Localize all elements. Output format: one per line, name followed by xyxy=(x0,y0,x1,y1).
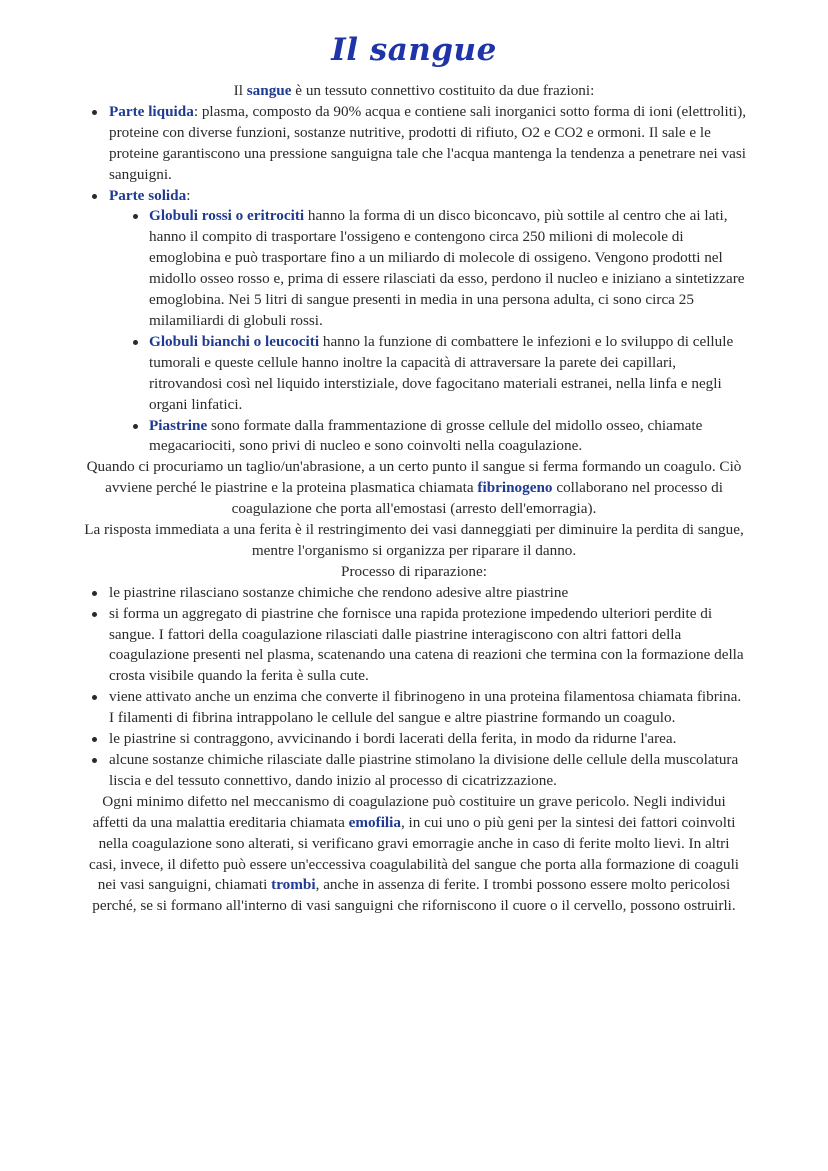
closing-paragraph xyxy=(0,792,828,917)
intro-text-end: è un tessuto connettivo costituito da due frazioni: xyxy=(291,82,595,99)
fractions-list xyxy=(0,102,828,207)
list-item: le piastrine si contraggono, avvicinando i bordi lacerati della ferita, in modo da ridurne l'area. xyxy=(109,729,748,750)
red-cells-description: hanno la forma di un disco biconcavo, più sottile al centro che ai lati, hanno il compito di trasportare l'ossigeno e contengono circa 250 milioni di molecole di emoglobina e può trasportare fino a un miliardo di molecole di ossigeno. Vengono prodotti nel midollo osseo rosso e, prima di essere rilasciati da esso, perdono il nucleo e iniziano a sintetizzare emoglobina. Nei 5 litri di sangue presenti in media in una persona adulta, ci sono circa 25 milamiliardi di globuli rossi. xyxy=(149,207,745,329)
repair-steps-list xyxy=(0,583,828,792)
keyword-sangue: sangue xyxy=(246,82,292,99)
list-item: le piastrine rilasciano sostanze chimiche che rendono adesive altre piastrine xyxy=(109,583,748,604)
list-item: si forma un aggregato di piastrine che fornisce una rapida protezione impedendo ulteriori perdite di sangue. I fattori della coagulazione rilasciati dalle piastrine interagiscono con altri fattori della coagulazione presenti nel plasma, scatenando una catena di reazioni che termina con la formazione della crosta visibile quando la ferita è sulla cute. xyxy=(109,604,748,688)
keyword-trombi: trombi xyxy=(271,876,316,894)
intro-paragraph xyxy=(0,81,828,102)
coagulation-text: Quando ci procuriamo un taglio/un'abrasione, a un certo punto il sangue si ferma formando un coagulo. Ciò avviene perché le piastrine e la proteina plasmatica chiamata xyxy=(86,458,742,497)
coagulation-paragraph xyxy=(0,457,828,520)
list-item-liquid xyxy=(109,102,748,186)
solid-colon: : xyxy=(186,186,191,204)
keyword-globuli-rossi: Globuli rossi o eritrociti xyxy=(149,207,305,225)
keyword-globuli-bianchi: Globuli bianchi o leucociti xyxy=(149,332,320,350)
list-item-white-cells xyxy=(149,332,748,416)
closing-text-c: , anche in assenza di ferite. I trombi possono essere molto pericolosi perché, se si formano all'interno di vasi sanguigni che riforniscono il cuore o il cervello, possono ostruirli. xyxy=(92,876,736,915)
keyword-emofilia: emofilia xyxy=(348,813,401,831)
platelets-description: sono formate dalla frammentazione di grosse cellule del midollo osseo, chiamate megacariociti, sono privi di nucleo e sono coinvolti nella coagulazione. xyxy=(149,416,703,455)
keyword-parte-solida: Parte solida xyxy=(109,186,187,204)
white-cells-description: hanno la funzione di combattere le infezioni e lo sviluppo di cellule tumorali e queste cellule hanno inoltre la capacità di attraversare la parete dei capillari, ritrovandosi così nel liquido interstiziale, dove fagocitano materiali estranei, nella linfa e negli organi linfatici. xyxy=(149,332,734,413)
coagulation-text-end: collaborano nel processo di coagulazione che porta all'emostasi (arresto dell'emorragia). xyxy=(231,479,723,518)
cells-list xyxy=(0,206,828,457)
list-item: alcune sostanze chimiche rilasciate dalle piastrine stimolano la divisione delle cellule della muscolatura liscia e del tessuto connettivo, dando inizio al processo di cicatrizzazione. xyxy=(109,750,748,792)
list-item: viene attivato anche un enzima che converte il fibrinogeno in una proteina filamentosa chiamata fibrina. I filamenti di fibrina intrappolano le cellule del sangue e altre piastrine formando un coagulo. xyxy=(109,687,748,729)
intro-text: Il xyxy=(233,82,247,99)
repair-heading: Processo di riparazione: xyxy=(341,562,487,580)
closing-text-a: Ogni minimo difetto nel meccanismo di coagulazione può costituire un grave pericolo. Negli individui affetti da una malattia ereditaria chiamata xyxy=(92,792,726,831)
liquid-description: : plasma, composto da 90% acqua e contiene sali inorganici sotto forma di ioni (elettroliti), proteine con diverse funzioni, sostanze nutritive, prodotti di rifiuto, O2 e CO2 e ormoni. Il sale e le proteine garantiscono una pressione sanguigna tale che l'acqua mantenga la tendenza a penetrare nei vasi sanguigni. xyxy=(109,102,747,183)
keyword-parte-liquida: Parte liquida xyxy=(109,102,194,120)
page-title: Il sangue xyxy=(331,32,497,68)
keyword-piastrine: Piastrine xyxy=(149,416,208,434)
closing-text-b: , in cui uno o più geni per la sintesi dei fattori coinvolti nella coagulazione sono alterati, si verificano gravi emorragie anche in caso di ferite molto lievi. In altri casi, invece, il difetto può essere un'eccessiva coagulabilità del sangue che porta alla formazione di coaguli nei vasi sanguigni, chiamati xyxy=(88,813,740,894)
response-paragraph: La risposta immediata a una ferita è il restringimento dei vasi danneggiati per diminuire la perdita di sangue, mentre l'organismo si organizza per riparare il danno. xyxy=(84,521,744,559)
list-item-platelets xyxy=(149,416,748,458)
list-item-red-cells xyxy=(149,206,748,331)
list-item-solid xyxy=(109,186,748,207)
keyword-fibrinogeno: fibrinogeno xyxy=(477,479,553,497)
